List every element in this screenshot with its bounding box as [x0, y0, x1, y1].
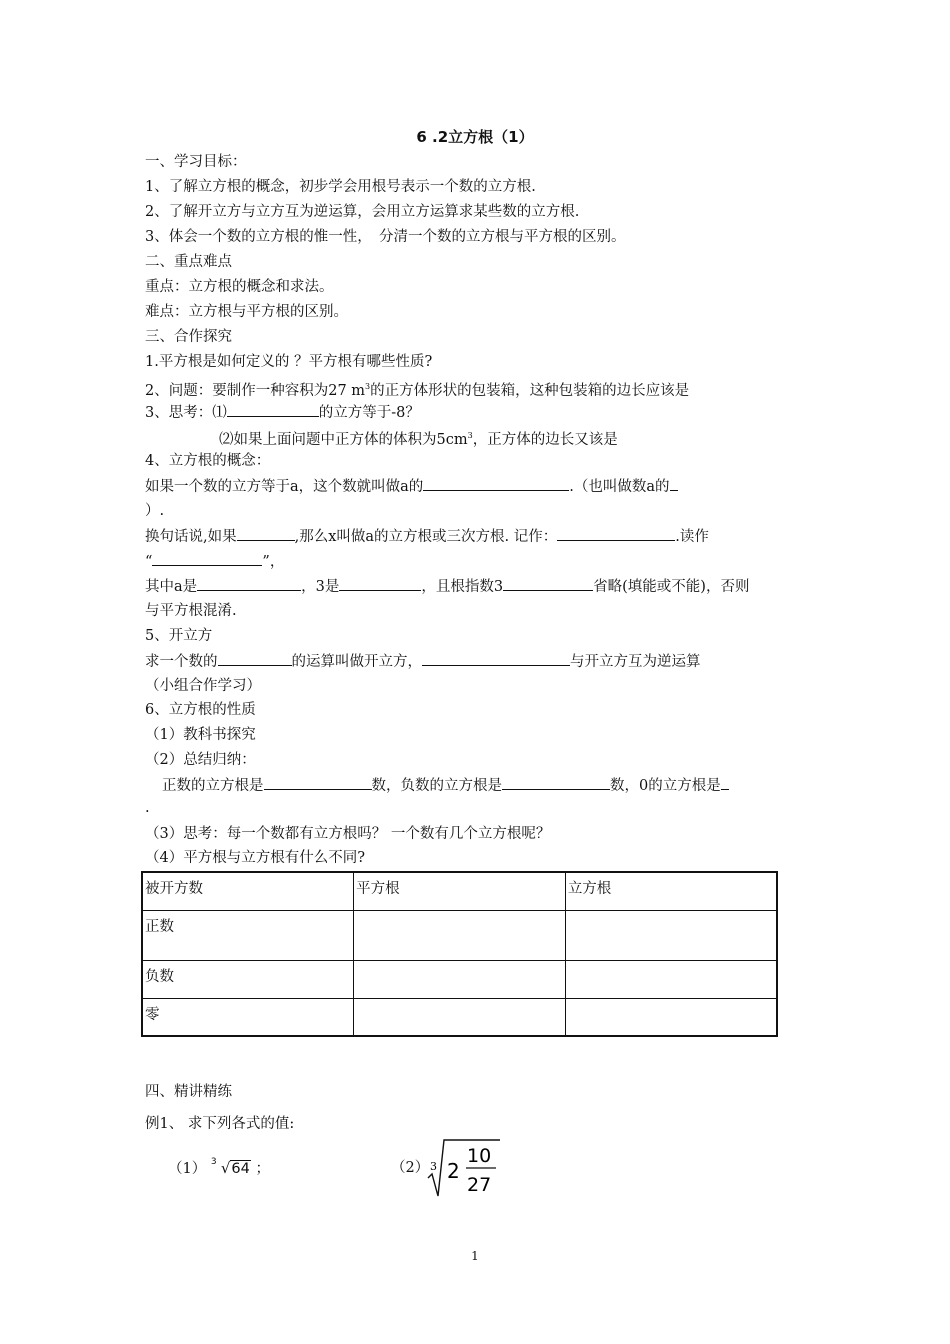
numerator: 10: [467, 1145, 492, 1167]
practice-heading: 四、精讲精练: [145, 1084, 232, 1100]
property-4: （4）平方根与立方根有什么不同?: [145, 850, 365, 866]
answer-blank[interactable]: [422, 651, 570, 666]
answer-blank[interactable]: [218, 651, 292, 666]
objective-item-3: 3、体会一个数的立方根的惟一性， 分清一个数的立方根与平方根的区别。: [145, 229, 626, 245]
table-cell: 零: [142, 998, 354, 1036]
property-3: （3）思考：每一个数都有立方根吗？ 一个数有几个立方根呢？: [145, 826, 551, 842]
concept-line-1: [145, 476, 678, 497]
example-1: 例1、 求下列各式的值:: [145, 1116, 295, 1132]
question-2-text: 2、问题：要制作一种容积为27 m: [145, 382, 366, 399]
property-1: （1）教科书探究: [145, 727, 256, 743]
concept-text: 求一个数的: [145, 654, 218, 670]
question-2: [145, 377, 689, 401]
cube-superscript: 3: [365, 382, 371, 391]
difficulty-point: 难点：立方根与平方根的区别。: [145, 304, 348, 320]
denominator: 27: [467, 1174, 492, 1196]
objectives-heading: 一、学习目标：: [145, 154, 247, 170]
table-cell[interactable]: [565, 998, 777, 1036]
answer-blank[interactable]: [670, 476, 678, 491]
concept-text: ,那么x叫做a的立方根或三次方根. 记作：: [294, 529, 558, 545]
question-2-text-cont: 的正方体形状的包装箱，这种包装箱的边长应该是: [370, 382, 690, 399]
example-item-2-label: （2）: [391, 1160, 430, 1176]
table-cell[interactable]: [354, 910, 566, 960]
answer-blank[interactable]: [197, 576, 301, 591]
cube-root-expression: 3 √64: [211, 1158, 251, 1179]
table-row: [142, 910, 777, 960]
item-label: （1）: [168, 1161, 207, 1177]
answer-blank[interactable]: [264, 775, 372, 790]
answer-blank[interactable]: [503, 576, 593, 591]
table-cell[interactable]: [565, 910, 777, 960]
root-index: 3: [210, 1157, 217, 1167]
answer-blank[interactable]: [423, 476, 569, 491]
concept-text: 数，0的立方根是: [610, 778, 721, 794]
concept-text: ，且根指数3: [421, 579, 504, 595]
concept-line-5: [145, 576, 749, 597]
item-end: ；: [255, 1161, 270, 1177]
question-1: 1.平方根是如何定义的 ？平方根有哪些性质?: [145, 354, 433, 370]
table-header: 平方根: [354, 872, 566, 910]
concept-text: 与开立方互为逆运算: [570, 654, 701, 670]
answer-blank[interactable]: [227, 402, 319, 417]
question-3-part-2-text-cont: ，正方体的边长又该是: [472, 431, 618, 448]
question-3: [145, 402, 420, 423]
table-row: [142, 998, 777, 1036]
property-2-end: .: [145, 800, 150, 816]
whole-part: 2: [447, 1159, 460, 1183]
concept-line-4: [145, 551, 284, 572]
property-2: （2）总结归纳：: [145, 752, 256, 768]
cube-root-op-line-1: [145, 651, 701, 672]
concept-line-3: [145, 526, 709, 547]
concept-text: 省略(填能或不能)，否则: [593, 579, 750, 595]
answer-blank[interactable]: [237, 526, 295, 541]
page-title: 6 .2立方根（1）: [416, 128, 534, 146]
root-index: 3: [430, 1160, 437, 1173]
table-header-row: [142, 872, 777, 910]
concept-text: 如果一个数的立方等于a，这个数就叫做a的: [145, 479, 424, 495]
cube-root-op-heading: 5、开立方: [145, 628, 213, 644]
explore-heading: 三、合作探究: [145, 329, 232, 345]
key-points-heading: 二、重点难点: [145, 254, 232, 270]
table-header: 立方根: [565, 872, 777, 910]
table-cell: 负数: [142, 960, 354, 998]
question-3-part-2-text: ⑵如果上面问题中正方体的体积为5cm: [219, 431, 468, 448]
concept-text: 正数的立方根是: [162, 778, 264, 794]
objective-item-2: 2、了解开立方与立方互为逆运算，会用立方运算求某些数的立方根.: [145, 204, 580, 220]
concept-text: 换句话说,如果: [145, 529, 237, 545]
concept-text: 数，负数的立方根是: [371, 778, 502, 794]
page-number: 1: [471, 1249, 479, 1263]
question-3-text: 3、思考：⑴: [145, 405, 227, 421]
table-row: [142, 960, 777, 998]
cube-superscript: 3: [467, 431, 473, 440]
table-cell[interactable]: [354, 960, 566, 998]
objective-item-1: 1、了解立方根的概念，初步学会用根号表示一个数的立方根.: [145, 179, 536, 195]
comparison-table: [141, 871, 778, 1037]
question-3-text-cont: 的立方等于-8？: [318, 405, 420, 421]
concept-text: ，3是: [301, 579, 340, 595]
example-item-1: [168, 1158, 270, 1179]
property-2-summary: [162, 775, 729, 796]
concept-text: 其中a是: [145, 579, 198, 595]
quote-close: ”，: [262, 554, 285, 570]
concept-text: .读作: [675, 529, 709, 545]
answer-blank[interactable]: [339, 576, 421, 591]
concept-heading: 4、立方根的概念：: [145, 453, 271, 469]
table-cell[interactable]: [565, 960, 777, 998]
answer-blank[interactable]: [721, 775, 729, 790]
properties-heading: 6、立方根的性质: [145, 702, 256, 718]
cube-root-mixed-number: [426, 1136, 506, 1200]
key-point: 重点：立方根的概念和求法。: [145, 279, 334, 295]
concept-text: .（也叫做数a的: [569, 479, 670, 495]
answer-blank[interactable]: [502, 775, 610, 790]
answer-blank[interactable]: [557, 526, 675, 541]
radicand: 64: [231, 1161, 250, 1177]
table-cell[interactable]: [354, 998, 566, 1036]
concept-text: 的运算叫做开立方，: [291, 654, 422, 670]
answer-blank[interactable]: [152, 551, 262, 566]
question-3-part-2: [219, 426, 618, 450]
concept-line-2: ）.: [145, 503, 165, 519]
quote-open: “: [145, 554, 153, 570]
group-study-note: （小组合作学习）: [145, 678, 261, 694]
concept-line-6: 与平方根混淆.: [145, 603, 237, 619]
table-cell: 正数: [142, 910, 354, 960]
table-header: 被开方数: [142, 872, 354, 910]
